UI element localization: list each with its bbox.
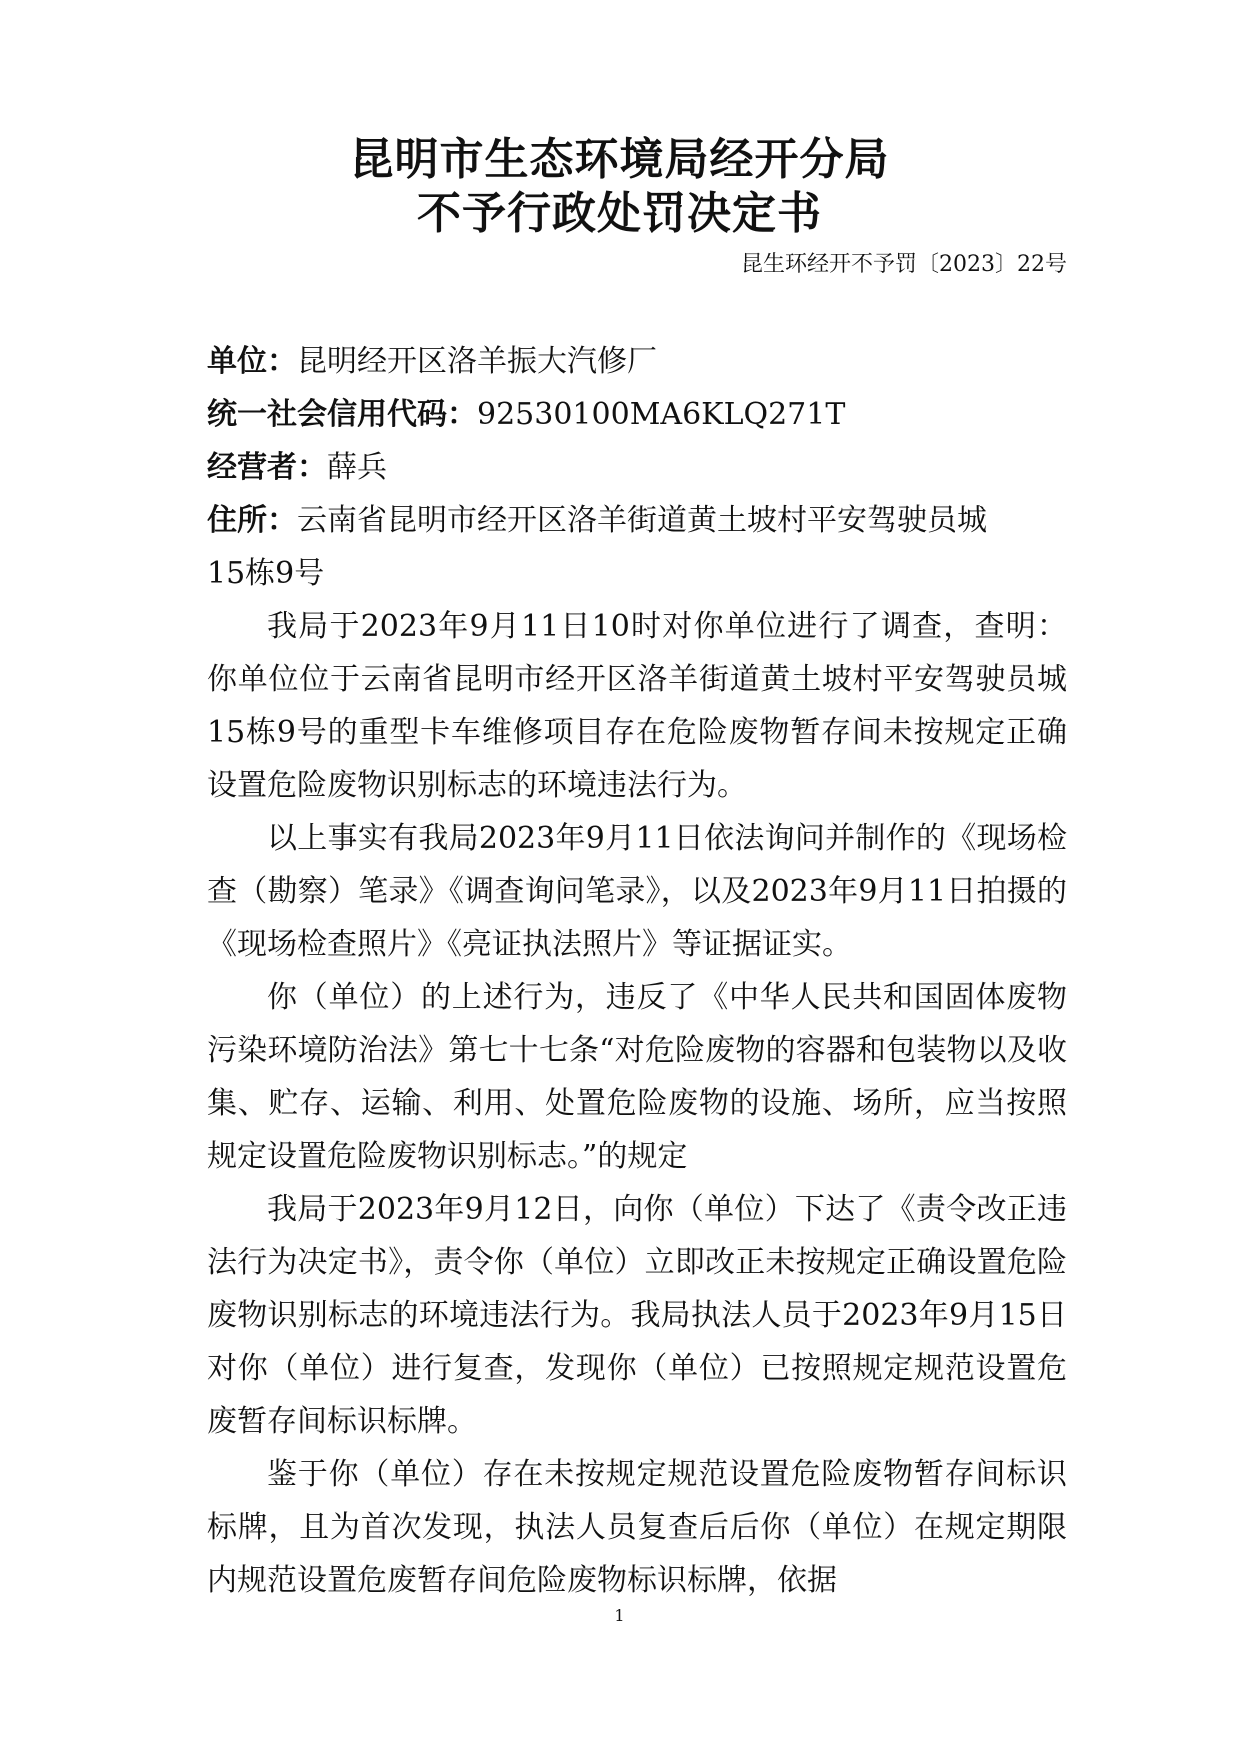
operator-value: 薛兵 <box>327 450 387 485</box>
document-title-line1: 昆明市生态环境局经开分局 <box>349 134 890 185</box>
unit-label: 单位： <box>207 344 297 379</box>
address-value-line1: 云南省昆明市经开区洛羊街道黄土坡村平安驾驶员城 <box>297 503 987 538</box>
paragraph-violation: 你（单位）的上述行为，违反了《中华人民共和国固体废物污染环境防治法》第七十七条“对危险废物的容器和包装物以及收集、贮存、运输、利用、处置危险废物的设施、场所，应当按照规定设置危险废物识别标志。”的规定 <box>207 980 1067 1174</box>
unit-value: 昆明经开区洛羊振大汽修厂 <box>297 344 657 379</box>
operator-row <box>207 441 1067 494</box>
document-title-line2: 不予行政处罚决定书 <box>417 188 822 239</box>
document-number: 昆生环经开不予罚〔2023〕22号 <box>741 252 1067 277</box>
paragraph-evidence: 以上事实有我局2023年9月11日依法询问并制作的《现场检查（勘察）笔录》《调查询问笔录》，以及2023年9月11日拍摄的《现场检查照片》《亮证执法照片》等证据证实。 <box>207 821 1067 962</box>
document-body <box>207 335 1067 1607</box>
address-row <box>207 494 1067 547</box>
paragraph-investigation: 我局于2023年9月11日10时对你单位进行了调查，查明：你单位位于云南省昆明市经开区洛羊街道黄土坡村平安驾驶员城15栋9号的重型卡车维修项目存在危险废物暂存间未按规定正确设置危险废物识别标志的环境违法行为。 <box>207 609 1067 803</box>
credit-code-row <box>207 388 1067 441</box>
address-label: 住所： <box>207 503 297 538</box>
credit-code-label: 统一社会信用代码： <box>207 397 477 432</box>
credit-code-value: 92530100MA6KLQ271T <box>477 397 846 432</box>
paragraph-correction: 我局于2023年9月12日，向你（单位）下达了《责令改正违法行为决定书》，责令你（单位）立即改正未按规定正确设置危险废物识别标志的环境违法行为。我局执法人员于2023年9月15日对你（单位）进行复查，发现你（单位）已按照规定规范设置危废暂存间标识标牌。 <box>207 1192 1067 1439</box>
paragraph-decision-basis: 鉴于你（单位）存在未按规定规范设置危险废物暂存间标识标牌，且为首次发现，执法人员复查后后你（单位）在规定期限内规范设置危废暂存间危险废物标识标牌，依据 <box>207 1457 1067 1598</box>
operator-label: 经营者： <box>207 450 327 485</box>
unit-row <box>207 335 1067 388</box>
address-value-line2: 15栋9号 <box>207 556 325 591</box>
page-number: 1 <box>614 1606 625 1625</box>
